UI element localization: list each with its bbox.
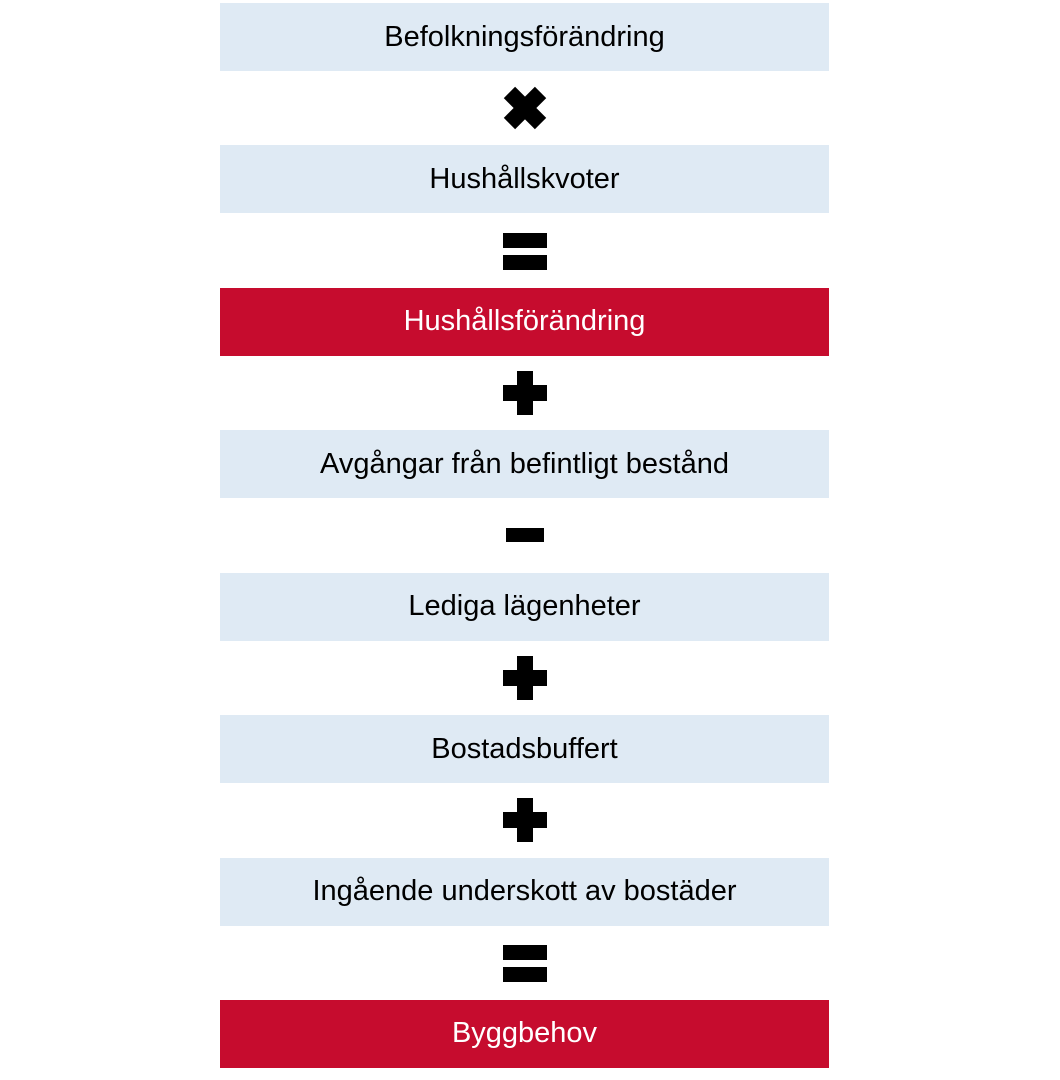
operator-row [220, 71, 829, 145]
operator-row [220, 498, 829, 572]
operator-row [220, 213, 829, 287]
flow-box-hushallsforandring [220, 288, 829, 356]
flow-box-byggbehov [220, 1000, 829, 1068]
plus-operator-icon [502, 370, 548, 416]
flow-box-label: Avgångar från befintligt bestånd [320, 447, 729, 480]
flow-box-bostadsbuffert [220, 715, 829, 783]
flow-box-avgangar-fran-befintligt-bestand [220, 430, 829, 498]
equals-operator-icon [502, 228, 548, 274]
operator-row [220, 783, 829, 857]
plus-operator-icon [502, 797, 548, 843]
flow-box-befolkningsforandring [220, 3, 829, 71]
plus-operator-icon [502, 655, 548, 701]
operator-row [220, 926, 829, 1000]
flow-box-label: Bostadsbuffert [431, 732, 618, 765]
flow-box-label: Ingående underskott av bostäder [312, 875, 737, 908]
flow-box-hushallskvoter [220, 145, 829, 213]
flow-box-label: Hushållskvoter [429, 162, 620, 195]
operator-row [220, 641, 829, 715]
flow-box-label: Lediga lägenheter [408, 590, 641, 623]
flow-box-label: Befolkningsförändring [384, 20, 665, 53]
byggbehov-formula-flow [220, 0, 829, 1080]
operator-row [220, 356, 829, 430]
equals-operator-icon [502, 940, 548, 986]
flow-box-label: Hushållsförändring [403, 305, 646, 338]
flow-box-lediga-lagenheter [220, 573, 829, 641]
minus-operator-icon [502, 512, 548, 558]
flow-box-ingaende-underskott-av-bostader [220, 858, 829, 926]
flow-box-label: Byggbehov [451, 1017, 598, 1050]
multiply-operator-icon [492, 76, 557, 141]
